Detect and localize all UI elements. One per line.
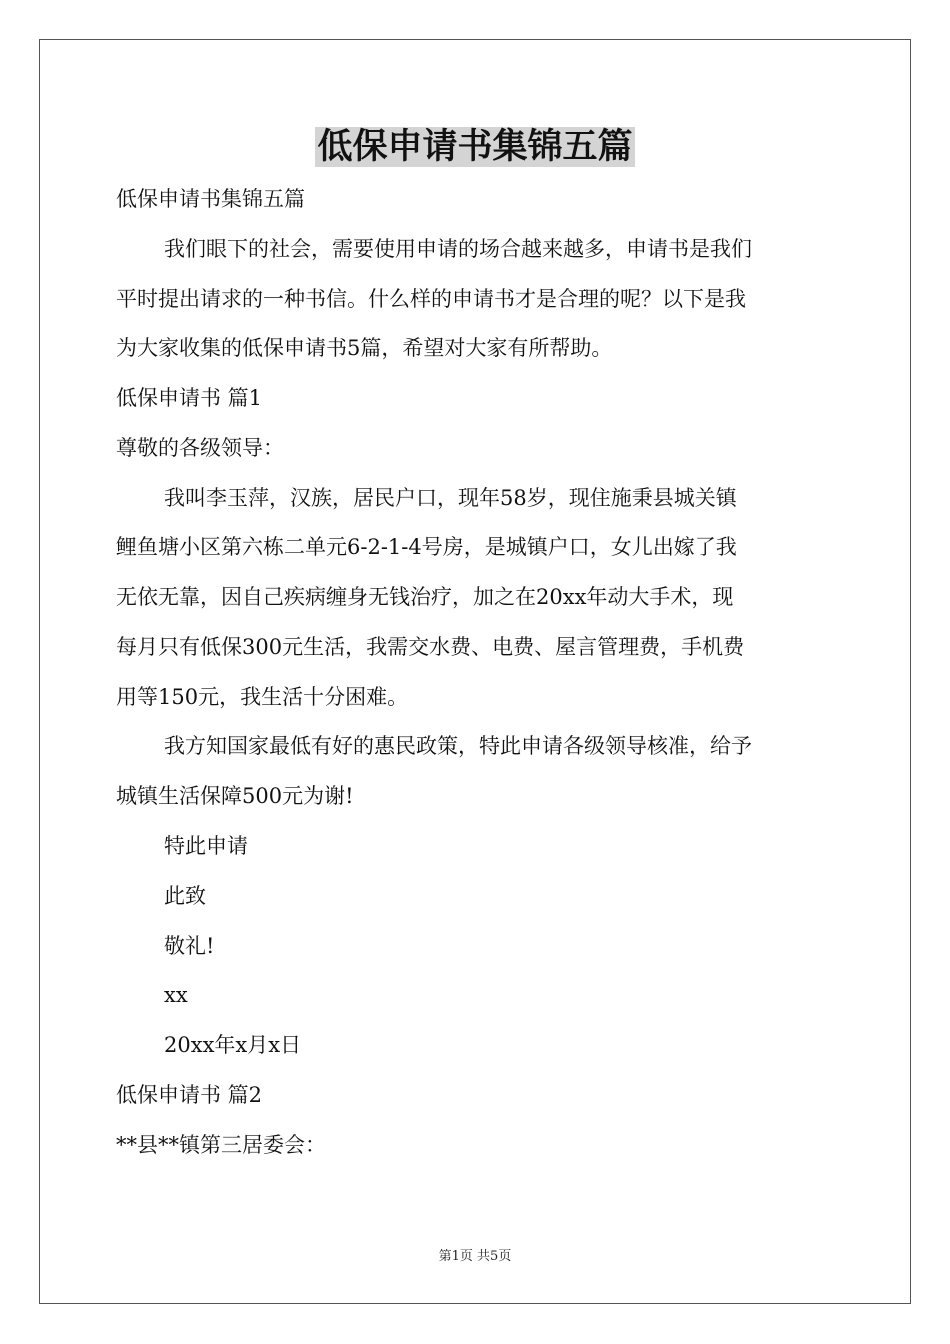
body-paragraph-1-line-1: 我叫李玉萍，汉族，居民户口，现年58岁，现住施秉县城关镇 — [164, 486, 737, 510]
section-heading-1: 低保申请书 篇1 — [116, 386, 263, 410]
page-frame — [39, 39, 911, 1304]
body-paragraph-2-line-1: 我方知国家最低有好的惠民政策，特此申请各级领导核准，给予 — [164, 734, 752, 758]
body-paragraph-1-line-2: 鲤鱼塘小区第六栋二单元6-2-1-4号房，是城镇户口，女儿出嫁了我 — [116, 535, 737, 559]
intro-paragraph-line-2: 平时提出请求的一种书信。什么样的申请书才是合理的呢？以下是我 — [116, 287, 746, 311]
closing-jingli: 敬礼! — [164, 934, 215, 958]
intro-paragraph-line-1: 我们眼下的社会，需要使用申请的场合越来越多，申请书是我们 — [164, 237, 752, 261]
body-paragraph-1-line-3: 无依无靠，因自己疾病缠身无钱治疗，加之在20xx年动大手术，现 — [116, 585, 734, 609]
page-footer: 第1页 共5页 — [438, 1249, 512, 1264]
body-paragraph-1-line-5: 用等150元，我生活十分困难。 — [116, 685, 409, 709]
signature-name: xx — [164, 983, 188, 1007]
body-paragraph-2-line-2: 城镇生活保障500元为谢! — [116, 784, 354, 808]
closing-request: 特此申请 — [164, 834, 248, 858]
document-title — [0, 124, 950, 170]
body-paragraph-1-line-4: 每月只有低保300元生活，我需交水费、电费、屋言管理费，手机费 — [116, 635, 745, 659]
salutation: 尊敬的各级领导： — [116, 436, 284, 460]
intro-paragraph-line-3: 为大家收集的低保申请书5篇，希望对大家有所帮助。 — [116, 336, 613, 360]
section-heading-2: 低保申请书 篇2 — [116, 1083, 263, 1107]
signature-date: 20xx年x月x日 — [164, 1033, 302, 1057]
subtitle-line: 低保申请书集锦五篇 — [116, 187, 305, 211]
document-title-text: 低保申请书集锦五篇 — [317, 127, 633, 167]
closing-zhizhi: 此致 — [164, 884, 206, 908]
salutation-2: **县**镇第三居委会： — [116, 1133, 326, 1157]
